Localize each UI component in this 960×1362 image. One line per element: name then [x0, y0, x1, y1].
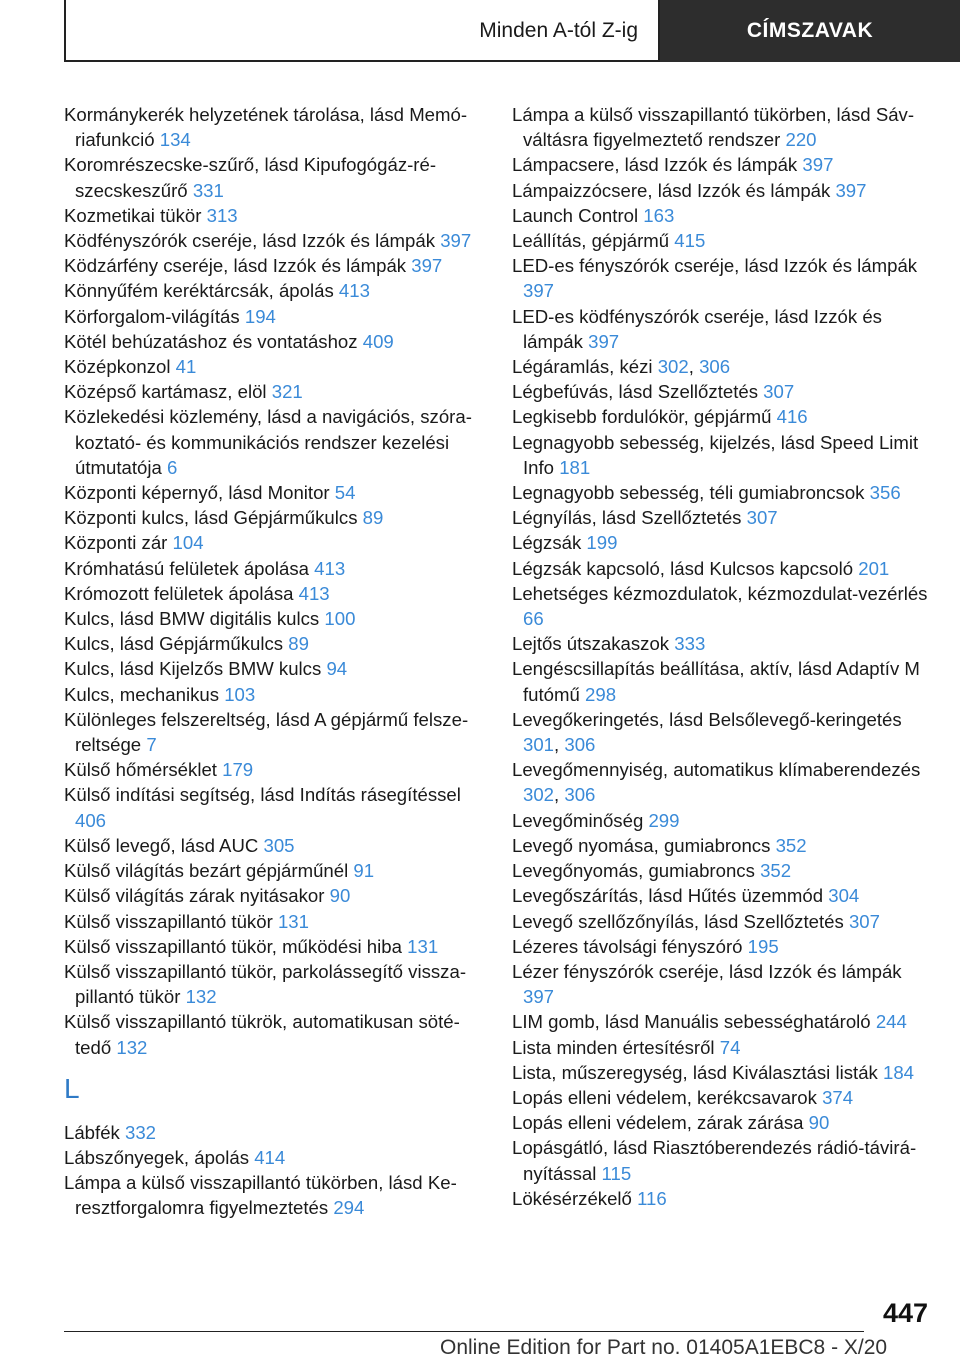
index-term: Lejtős útszakaszok — [512, 633, 675, 655]
page-reference-link[interactable]: 244 — [875, 1011, 907, 1033]
index-term: LED-es fényszórók cseréje, lásd Izzók és lámpák — [512, 255, 918, 277]
index-entry — [512, 430, 932, 480]
index-term: Levegőnyomás, gumiabroncs — [512, 860, 761, 882]
index-term: Lámpacsere, lásd Izzók és lámpák — [512, 154, 803, 176]
index-entry — [512, 304, 932, 354]
index-term: Lista, műszeregység, lásd Kiválasztási listák — [512, 1061, 883, 1083]
page-reference-link[interactable]: 132 — [185, 986, 217, 1008]
page-reference-link[interactable]: 134 — [159, 129, 191, 151]
index-entry — [512, 505, 932, 530]
page-reference-link[interactable]: 352 — [775, 834, 807, 856]
index-term: Kozmetikai tükör — [64, 204, 207, 226]
index-entry — [512, 178, 932, 203]
page-reference-link[interactable]: 131 — [407, 935, 439, 957]
index-entry — [64, 883, 484, 908]
index-entry: Levegőkeringetés, lásd Belsőlevegő-keringetés 301, 306 — [512, 708, 902, 756]
page-reference-link[interactable]: 163 — [643, 204, 675, 226]
index-entry — [64, 379, 484, 404]
index-entry — [512, 530, 932, 555]
index-term: Kulcs, lásd Gépjárműkulcs — [64, 633, 289, 655]
index-term: Középkonzol — [64, 356, 176, 378]
index-term: Külső visszapillantó tükör — [64, 910, 278, 932]
index-entry — [512, 883, 932, 908]
page-reference-link[interactable]: 352 — [760, 860, 792, 882]
page-reference-link[interactable]: 406 — [75, 809, 107, 831]
index-term: Külső hőmérséklet — [64, 759, 223, 781]
index-term: Kulcs, lásd Kijelzős BMW kulcs — [64, 658, 327, 680]
index-entry — [512, 959, 932, 1009]
page-reference-link[interactable]: 306 — [564, 784, 596, 806]
page-reference-link[interactable]: 89 — [288, 633, 309, 655]
section-letter: L — [64, 1072, 80, 1104]
index-column-right — [512, 102, 932, 1211]
index-term: Levegő szellőzőnyílás, lásd Szellőztetés — [512, 910, 849, 932]
index-entry — [64, 505, 484, 530]
index-entry — [512, 1186, 932, 1211]
index-term: Közlekedési közlemény, lásd a navigációs, szórakoztató- és kommunikációs rendszer kezelési útmutatója — [64, 406, 472, 478]
page-reference-link[interactable]: 301 — [523, 734, 555, 756]
page-reference-link[interactable]: 66 — [523, 608, 544, 630]
index-term: Különleges felszereltség, lásd A gépjármű felszereltsége — [64, 708, 469, 756]
page-reference-link[interactable]: 100 — [324, 608, 356, 630]
index-term: Levegőmennyiség, automatikus klímaberendezés — [512, 759, 921, 781]
page-reference-link[interactable]: 397 — [588, 330, 620, 352]
index-term: Lengéscsillapítás beállítása, aktív, lásd Adaptív M futómű — [512, 658, 920, 705]
index-term: Lábszőnyegek, ápolás — [64, 1146, 255, 1168]
index-term: Lehetséges kézmozdulatok, kézmozdulat-vezérlés — [512, 582, 928, 604]
page-reference-link[interactable]: 305 — [263, 834, 295, 856]
page-reference-link[interactable]: 7 — [146, 734, 157, 756]
index-term: Kormánykerék helyzetének tárolása, lásd Memóriafunkció — [64, 104, 468, 151]
index-entry — [64, 329, 484, 354]
header-chapter-tab: CÍMSZAVAK — [660, 0, 960, 62]
index-term: Külső világítás zárak nyitásakor — [64, 885, 330, 907]
page-reference-link[interactable]: 331 — [192, 179, 224, 201]
index-entry: Levegőmennyiség, automatikus klímaberendezés 302, 306 — [512, 759, 921, 806]
page-reference-link[interactable]: 89 — [362, 507, 384, 529]
index-term: Körforgalom-világítás — [64, 305, 245, 327]
index-entry — [64, 480, 484, 505]
page-reference-link[interactable]: 220 — [785, 129, 817, 151]
index-term: Lézeres távolsági fényszóró — [512, 935, 748, 957]
index-term: Lézer fényszórók cseréje, lásd Izzók és lámpák — [512, 960, 902, 982]
index-entry — [512, 253, 932, 303]
index-entry — [512, 631, 932, 656]
index-entry — [512, 379, 932, 404]
index-term: Kötél behúzatáshoz és vontatáshoz — [64, 330, 363, 352]
index-entry — [512, 934, 932, 959]
index-entry — [64, 1170, 484, 1220]
page-reference-link[interactable]: 54 — [334, 482, 356, 504]
page-reference-link[interactable]: 132 — [116, 1036, 148, 1058]
index-entry — [64, 833, 484, 858]
index-entry — [64, 682, 484, 707]
index-entry — [512, 1085, 932, 1110]
page-reference-link[interactable]: 306 — [699, 356, 731, 378]
page-reference-link[interactable]: 307 — [746, 507, 778, 529]
page-reference-link[interactable]: 94 — [326, 658, 348, 680]
index-entry — [64, 959, 484, 1009]
page-reference-link[interactable]: 91 — [353, 860, 375, 882]
index-term: Levegőminőség — [512, 809, 649, 831]
page-reference-link[interactable]: 103 — [224, 683, 256, 705]
page-reference-link[interactable]: 304 — [828, 885, 860, 907]
index-term: Legkisebb fordulókör, gépjármű — [512, 406, 777, 428]
index-entry — [64, 102, 484, 152]
index-entry — [64, 203, 484, 228]
index-entry — [512, 1060, 932, 1085]
index-entry — [64, 278, 484, 303]
page-reference-link[interactable]: 397 — [835, 179, 867, 201]
page-reference-link[interactable]: 184 — [883, 1061, 915, 1083]
page-reference-link[interactable]: 409 — [362, 330, 394, 352]
index-entry — [512, 1135, 932, 1185]
page-reference-link[interactable]: 413 — [338, 280, 370, 302]
index-entry — [512, 203, 932, 228]
index-entry — [512, 404, 932, 429]
index-term: Ködfényszórók cseréje, lásd Izzók és lámpák — [64, 230, 441, 252]
page-reference-link[interactable]: 298 — [585, 683, 617, 705]
index-term: Lábfék — [64, 1121, 125, 1143]
index-term: Lámpa a külső visszapillantó tükörben, lásd Sávváltásra figyelmeztető rendszer — [512, 104, 915, 151]
page-reference-link[interactable]: 6 — [167, 456, 178, 478]
page-reference-link[interactable]: 90 — [808, 1112, 830, 1134]
index-entry — [64, 782, 484, 832]
index-entry — [64, 606, 484, 631]
index-entry — [64, 631, 484, 656]
page-reference-link[interactable]: 41 — [175, 356, 197, 378]
index-term: Levegőszárítás, lásd Hűtés üzemmód — [512, 885, 829, 907]
page-reference-link[interactable]: 294 — [333, 1197, 365, 1219]
page-reference-link[interactable]: 397 — [802, 154, 834, 176]
index-term: LED-es ködfényszórók cseréje, lásd Izzók és lámpák — [512, 305, 882, 352]
header-section-title: Minden A-tól Z-ig — [479, 19, 638, 42]
index-term: Központi kulcs, lásd Gépjárműkulcs — [64, 507, 363, 529]
index-entry — [64, 253, 484, 278]
index-entry — [512, 808, 932, 833]
index-entry — [64, 530, 484, 555]
index-entry — [64, 228, 484, 253]
page-reference-link[interactable]: 179 — [222, 759, 254, 781]
page-reference-link[interactable]: 416 — [776, 406, 808, 428]
index-entry: Légáramlás, kézi 302, 306 — [512, 356, 731, 378]
index-term: Lámpa a külső visszapillantó tükörben, lásd Keresztforgalomra figyelmeztetés — [64, 1172, 457, 1219]
page-reference-link[interactable]: 356 — [869, 482, 901, 504]
index-entry — [64, 304, 484, 329]
index-entry — [512, 581, 932, 631]
index-term: Kulcs, lásd BMW digitális kulcs — [64, 608, 325, 630]
page-reference-link[interactable]: 413 — [314, 557, 346, 579]
page-reference-link[interactable]: 181 — [559, 456, 591, 478]
index-term: Központi képernyő, lásd Monitor — [64, 482, 335, 504]
index-entry — [64, 858, 484, 883]
page-reference-link[interactable]: 195 — [747, 935, 779, 957]
index-entry — [64, 1009, 484, 1059]
index-term: Koromrészecske-szűrő, lásd Kipufogógáz-részecskeszűrő — [64, 154, 437, 201]
page-reference-link[interactable]: 199 — [586, 532, 618, 554]
page-reference-link[interactable]: 397 — [523, 280, 555, 302]
index-entry — [64, 909, 484, 934]
index-entry — [512, 909, 932, 934]
footer-rule — [64, 1331, 864, 1332]
index-entry — [64, 656, 484, 681]
index-entry — [512, 1009, 932, 1034]
index-entry — [512, 858, 932, 883]
index-entries-k — [64, 102, 484, 1060]
index-entry — [512, 556, 932, 581]
page-reference-link[interactable]: 313 — [206, 204, 238, 226]
index-entry — [512, 656, 932, 706]
index-entry — [512, 152, 932, 177]
index-term: Külső visszapillantó tükrök, automatikusan sötétedő — [64, 1011, 460, 1058]
index-entry — [64, 404, 484, 480]
page-reference-link[interactable]: 397 — [523, 986, 555, 1008]
page-reference-link[interactable]: 194 — [244, 305, 276, 327]
index-entry — [512, 480, 932, 505]
index-term: Külső indítási segítség, lásd Indítás rásegítéssel — [64, 784, 461, 806]
index-term: Külső világítás bezárt gépjárműnél — [64, 860, 354, 882]
index-entry — [64, 556, 484, 581]
page-reference-link[interactable]: 302 — [523, 784, 555, 806]
index-term: LIM gomb, lásd Manuális sebességhatároló — [512, 1011, 876, 1033]
index-term: Külső visszapillantó tükör, működési hiba — [64, 935, 408, 957]
index-entry — [64, 934, 484, 959]
index-term: Lopásgátló, lásd Riasztóberendezés rádió-távirányítással — [512, 1137, 917, 1184]
page-reference-link[interactable]: 414 — [254, 1146, 286, 1168]
page-reference-link[interactable]: 307 — [848, 910, 880, 932]
index-term: Levegő nyomása, gumiabroncs — [512, 834, 776, 856]
index-entry — [64, 1145, 484, 1170]
page-reference-link[interactable]: 74 — [719, 1036, 741, 1058]
page-reference-link[interactable]: 332 — [125, 1121, 157, 1143]
index-entry — [512, 102, 932, 152]
page-reference-link[interactable]: 90 — [329, 885, 351, 907]
index-term: Légbefúvás, lásd Szellőztetés — [512, 381, 764, 403]
index-entry — [64, 354, 484, 379]
index-term: Lámpaizzócsere, lásd Izzók és lámpák — [512, 179, 836, 201]
index-term: Lopás elleni védelem, zárak zárása — [512, 1112, 809, 1134]
page-reference-link[interactable]: 321 — [271, 381, 303, 403]
index-term: Légzsák kapcsoló, lásd Kulcsos kapcsoló — [512, 557, 859, 579]
index-entry — [64, 707, 484, 757]
page-reference-link[interactable]: 116 — [637, 1187, 667, 1209]
index-entry — [512, 833, 932, 858]
index-entry — [64, 757, 484, 782]
index-entry — [512, 228, 932, 253]
index-term: Lista minden értesítésről — [512, 1036, 720, 1058]
index-term: Külső levegő, lásd AUC — [64, 834, 264, 856]
page-reference-link[interactable]: 415 — [674, 230, 706, 252]
index-term: Ködzárfény cseréje, lásd Izzók és lámpák — [64, 255, 412, 277]
index-term: Legnagyobb sebesség, kijelzés, lásd Speed Limit Info — [512, 431, 919, 478]
page-reference-link[interactable]: 413 — [298, 582, 330, 604]
index-entry — [64, 1120, 484, 1145]
index-term: Könnyűfém keréktárcsák, ápolás — [64, 280, 339, 302]
index-term: Krómhatású felületek ápolása — [64, 557, 315, 579]
index-term: Legnagyobb sebesség, téli gumiabroncsok — [512, 482, 870, 504]
index-column-left — [64, 102, 484, 1221]
page-reference-link[interactable]: 104 — [172, 532, 204, 554]
index-term: Leállítás, gépjármű — [512, 230, 675, 252]
index-entries-right — [512, 102, 932, 1211]
index-term: Levegőkeringetés, lásd Belsőlevegő-keringetés — [512, 708, 902, 730]
index-entry — [64, 152, 484, 202]
page-number: 447 — [882, 1298, 928, 1328]
page-reference-link[interactable]: 397 — [411, 255, 443, 277]
page-reference-link[interactable]: 302 — [657, 356, 689, 378]
page-reference-link[interactable]: 201 — [858, 557, 890, 579]
index-term: Lopás elleni védelem, kerékcsavarok — [512, 1086, 823, 1108]
page-reference-link[interactable]: 131 — [277, 910, 309, 932]
index-term: Külső visszapillantó tükör, parkolássegítő visszapillantó tükör — [64, 960, 467, 1008]
page-reference-link[interactable]: 333 — [674, 633, 706, 655]
page-reference-link[interactable]: 307 — [763, 381, 795, 403]
index-term: Légnyílás, lásd Szellőztetés — [512, 507, 747, 529]
index-term: Légáramlás, kézi — [512, 356, 658, 378]
index-term: Központi zár — [64, 532, 173, 554]
footer-edition: Online Edition for Part no. 01405A1EBC8 - X/20 — [440, 1336, 888, 1359]
index-term: Lökésérzékelő — [512, 1187, 638, 1209]
index-term: Középső kartámasz, elöl — [64, 381, 272, 403]
index-term: Launch Control — [512, 204, 644, 226]
index-entries-l — [64, 1120, 484, 1221]
index-term: Krómozott felületek ápolása — [64, 582, 299, 604]
page-reference-link[interactable]: 115 — [601, 1162, 632, 1184]
index-term: Kulcs, mechanikus — [64, 683, 225, 705]
index-entry — [512, 1035, 932, 1060]
page-reference-link[interactable]: 397 — [440, 230, 472, 252]
page-reference-link[interactable]: 374 — [822, 1086, 854, 1108]
index-entry — [512, 1110, 932, 1135]
page-reference-link[interactable]: 299 — [648, 809, 680, 831]
index-entry — [64, 581, 484, 606]
page-reference-link[interactable]: 306 — [564, 734, 596, 756]
index-term: Légzsák — [512, 532, 587, 554]
